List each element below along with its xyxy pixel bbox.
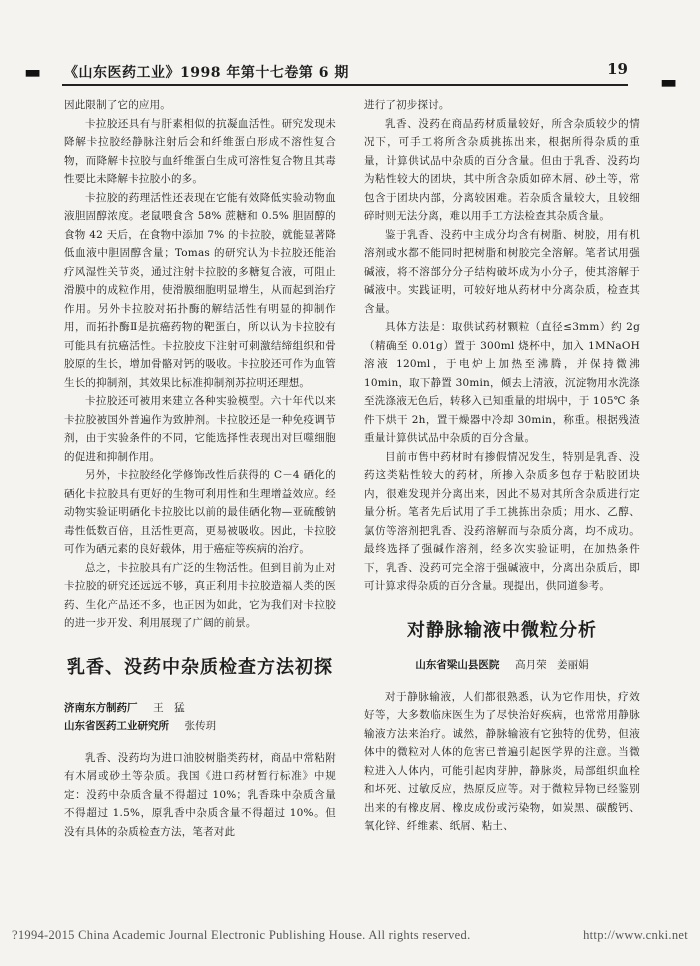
right-column [364,96,640,836]
author-name: 王 猛 [153,701,185,714]
article-title: 对静脉输液中微粒分析 [407,619,597,641]
author-line [364,656,640,674]
author-org: 山东省梁山县医院 [415,658,500,671]
scan-mark-left: ▬ [24,62,42,83]
paragraph: 乳香、没药均为进口油胶树脂类药材，商品中常粘附有木屑或砂土等杂质。我国《进口药材暂行标准》中规定：没药中杂质含量不得超过 10%；乳香珠中杂质含量不得超过 1.5%，原乳香中杂质含量不得超过 10%。但没有具体的杂质检查方法，笔者对此 [64,751,336,838]
footer-url[interactable]: http://www.cnki.net [583,928,688,942]
author-names: 高月荣 姜丽娟 [515,658,589,671]
paragraph: 因此限制了它的应用。 [64,99,171,111]
journal-title: 《山东医药工业》1998 年第十七卷第 6 期 [64,65,349,81]
paragraph: 乳香、没药在商品药材质量较好，所含杂质较少的情况下，可手工将所含杂质挑拣出来，根据所得杂质的重量，计算供试品中杂质的百分含量。但由于乳香、没药均为粘性较大的团块，其中所含杂质如碎木屑、砂土等，常包含于团块内部，分离较困难。若杂质含量较大，且较细碎时则无法分离，难以用手工方法检查其杂质含量。 [364,117,640,222]
paragraph: 另外，卡拉胶经化学修饰改性后获得的 C－4 硒化的硒化卡拉胶具有更好的生物可利用性和生理增益效应。经动物实验证明硒化卡拉胶比以前的最佳硒化物—亚硫酸钠毒性低数百倍，且活性更高，更易被吸收。因此，卡拉胶可作为硒元素的良好载体，用于癌症等疾病的治疗。 [64,469,336,555]
left-column [64,96,336,841]
scan-mark-right: ▬ [660,72,678,93]
author-org: 济南东方制药厂 [64,701,138,714]
page-number: 19 [607,60,628,78]
paragraph: 卡拉胶的药理活性还表现在它能有效降低实验动物血液胆固醇浓度。老鼠喂食含 58% 蔗糖和 0.5% 胆固醇的食物 42 天后，在食物中添加 7% 的卡拉胶，就能显著降低血液中胆固醇含量；Tomas 的研究认为卡拉胶还能治疗风湿性关节炎，通过注射卡拉胶的多糖复合液，可阻止滑膜中的成粒作用，使滑膜细胞明显增生，从而起到治疗作用。另外卡拉胶对拓扑酶的解结活性有明显的抑制作用，而拓扑酶Ⅱ是抗癌药物的靶蛋白，所以认为卡拉胶有可能具有抗癌活性。卡拉胶皮下注射可刺激结缔组织和骨胶原的生长，增加骨骼对钙的吸收。卡拉胶还可作为血管生长的抑制剂，其效果比标准抑制剂苏拉明还理想。 [64,191,336,389]
paragraph: 总之，卡拉胶具有广泛的生物活性。但到目前为止对卡拉胶的研究还远远不够，真正利用卡拉胶造福人类的医药、生化产品还不多，也正因为如此，它为我们对卡拉胶的进一步开发、利用展现了广阔的前景。 [64,561,336,629]
paragraph: 卡拉胶还具有与肝素相似的抗凝血活性。研究发现未降解卡拉胶经静脉注射后会和纤维蛋白形成不溶性复合物，而降解卡拉胶与血纤维蛋白生成可溶性复合物且其毒性要比未降解卡拉胶小的多。 [64,117,336,185]
paragraph: 鉴于乳香、没药中主成分均含有树脂、树胶，用有机溶剂或水都不能同时把树脂和树胶完全溶解。笔者试用强碱液，将不溶部分分子结构破坏成为小分子，使其溶解于碱液中。实践证明，可较好地从药材中分离杂质，检查其含量。 [364,228,640,315]
author-line [64,717,336,735]
paragraph: 对于静脉输液，人们都很熟悉，认为它作用快，疗效好等，大多数临床医生为了尽快治好疾病，也常常用静脉输液方法来治疗。诚然，静脉输液有它独特的优势，但液体中的微粒对人体的危害已普遍引起医学界的注意。当微粒进入人体内，可能引起肉芽肿，静脉炎，局部组织血栓和坏死、过敏反应，热原反应等。对于微粒异物已经鉴别出来的有橡皮屑、橡皮成份或污染物，如炭黑、碳酸钙、氧化锌、纤维素、纸屑、粘土、 [364,690,640,832]
paragraph: 卡拉胶还可被用来建立各种实验模型。六十年代以来卡拉胶被国外普遍作为致肿剂。卡拉胶还是一种免疫调节剂，由于实验条件的不同，它能选择性表现出对巨噬细胞的促进和抑制作用。 [64,395,336,463]
article-title: 乳香、没药中杂质检查方法初探 [67,656,333,678]
paragraph: 进行了初步探讨。 [364,99,450,111]
author-line [64,699,336,717]
running-header [62,62,628,86]
author-org: 山东省医药工业研究所 [64,719,169,732]
copyright-text: ?1994-2015 China Academic Journal Electronic Publishing House. All rights reserved. [12,928,471,942]
copyright-footer [12,928,688,943]
paragraph: 目前市售中药材时有掺假情况发生，特别是乳香、没药这类粘性较大的药材，所掺入杂质多包存于粘胶团块内，很难发现并分离出来，因此不易对其所含杂质进行定量分析。笔者先后试用了手工挑拣出杂质；用水、乙醇、氯仿等溶剂把乳香、没药溶解而与杂质分离，均不成功。最终选择了强碱作溶剂，经多次实验证明，在加热条件下，乳香、没药可完全溶于强碱液中，分离出杂质后，即可计算求得杂质的百分含量。现提出，供同道参考。 [364,450,640,592]
paragraph: 具体方法是：取供试药材颗粒（直径≤3mm）约 2g（精确至 0.01g）置于 300ml 烧杯中，加入 1MNaOH 溶液 120ml，于电炉上加热至沸腾，并保持微沸 10min，取下静置 30min，倾去上清液，沉淀物用水洗涤至洗涤液无色后，转移入已知重量的坩埚中，于 105℃ 条件下烘干 2h，置干燥器中冷却 30min，称重。根据残渣重量计算供试品中杂质的百分含量。 [364,321,640,444]
author-name: 张传玥 [184,719,217,732]
